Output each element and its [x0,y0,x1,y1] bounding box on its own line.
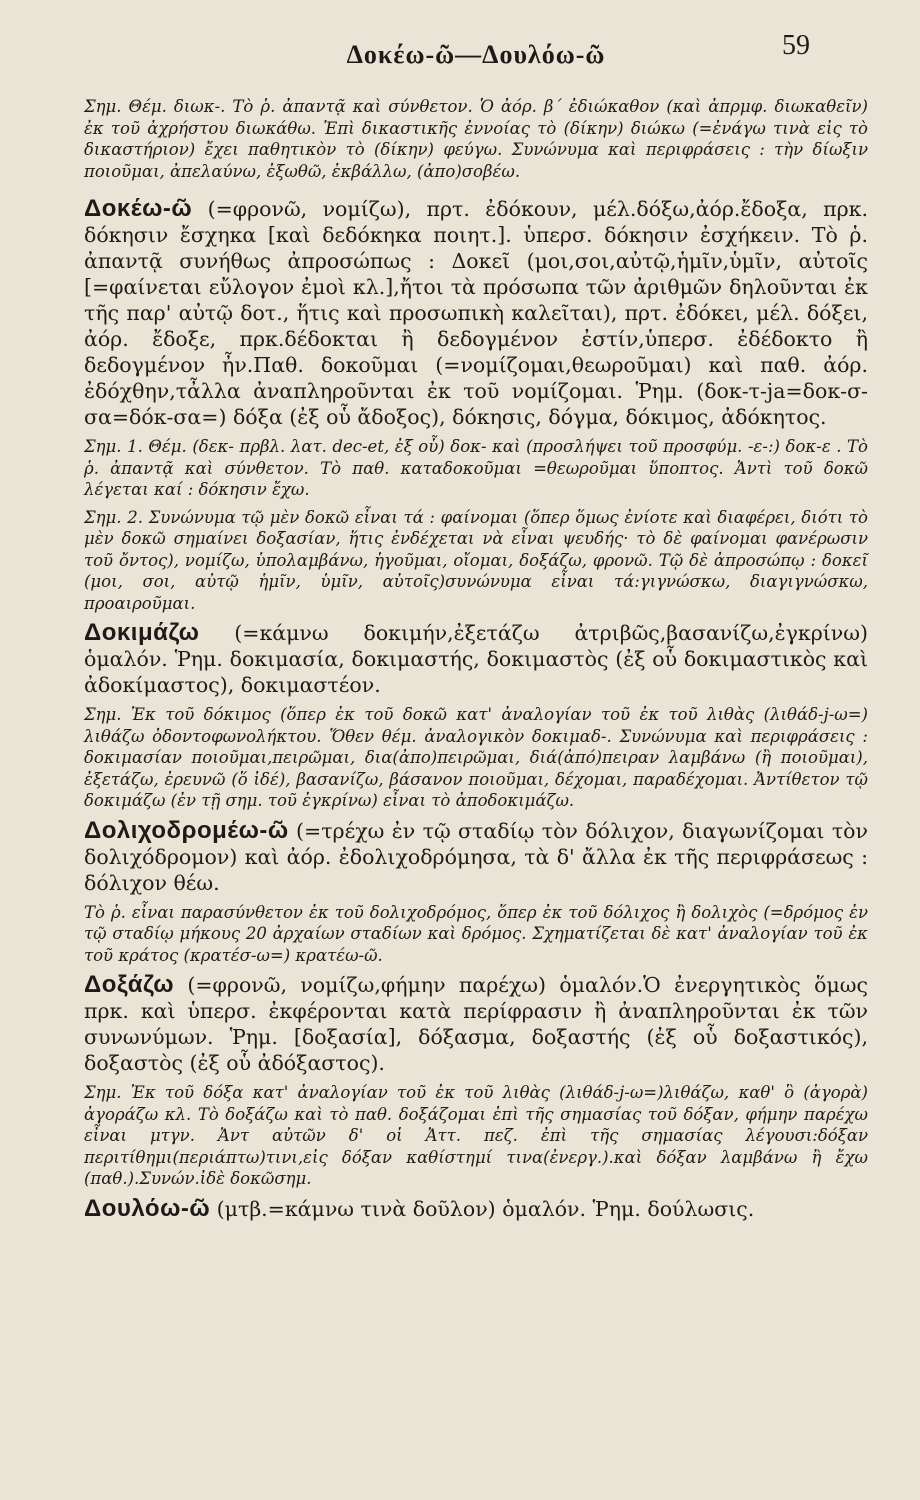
entry-body [84,196,868,430]
note: Σημ. Ἐκ τοῦ δόκιμος (ὅπερ ἐκ τοῦ δοκῶ κατ' ἀναλογίαν τοῦ ἐκ τοῦ λιθὰς (λιθάδ-j-ω=) λιθάζω ὀδοντοφωνολήκτου. Ὅθεν θέμ. ἀναλογικὸν δοκιμαδ-. Συνώνυμα καὶ περιφράσεις : δοκιμασίαν ποιοῦμαι,πειρῶμαι, δια(ἀπο)πειρῶμαι, διά(ἀπό)πειραν λαμβάνω (ἢ ποιοῦμαι), ἐξετάζω, ἐρευνῶ (ὅ ἰδέ), βασανίζω, βάσανον ποιοῦμαι, δέχομαι, παραδέχομαι. Ἀντίθετον τῷ δοκιμάζω (ἐν τῇ σημ. τοῦ ἐγκρίνω) εἶναι τὸ ἀποδοκιμάζω. [84,705,868,810]
headword: Δουλόω-ῶ [84,1194,211,1222]
entry-dokimazo [84,620,868,812]
headword: Δοκέω-ῶ [84,195,193,222]
entry-body [84,972,868,1076]
note: Τὸ ῥ. εἶναι παρασύνθετον ἐκ τοῦ δολιχοδρόμος, ὅπερ ἐκ τοῦ δόλιχος ἢ δολιχὸς (=δρόμος ἐν τῷ σταδίῳ μήκους 20 ἀρχαίων σταδίων καὶ δρόμος. Σχηματίζεται δὲ κατ' ἀναλογίαν τοῦ ἐκ τοῦ κράτος (κρατέσ-ω=) κρατέω-ῶ. [84,902,868,965]
entry-text: (=κάμνω δοκιμήν,ἐξετάζω ἀτριβῶς,βασανίζω,ἐγκρίνω) ὁμαλόν. Ῥημ. δοκιμασία, δοκιμαστής, δοκιμαστὸς (ἐξ οὗ δοκιμαστικὸς καὶ ἀδοκίμαστος), δοκιμαστέον. [84,621,868,697]
entry-body [84,818,868,896]
note-diwko: Σημ. Θέμ. διωκ-. Τὸ ῥ. ἀπαντᾷ καὶ σύνθετον. Ὁ ἀόρ. β΄ ἐδιώκαθον (καὶ ἀπρμφ. διωκαθεῖν) ἐκ τοῦ ἀχρήστου διωκάθω. Ἐπὶ δικαστικῆς ἐννοίας τὸ (δίκην) διώκω (=ἐνάγω τινὰ εἰς τὸ δικαστήριον) ἔχει παθητικὸν τὸ (δίκην) φεύγω. Συνώνυμα καὶ περιφράσεις : τὴν δίωξιν ποιοῦμαι, ἀπελαύνω, ἐξωθῶ, ἐκβάλλω, (ἀπο)σοβέω. [84,97,868,181]
note: Σημ. 1. Θέμ. (δεκ- πρβλ. λατ. dec-et, ἐξ οὗ) δοκ- καὶ (προσλήψει τοῦ προσφύμ. -ε-:) δοκ-ε . Τὸ ῥ. ἀπαντᾷ καὶ σύνθετον. Τὸ παθ. καταδοκοῦμαι =θεωροῦμαι ὕποπτος. Ἀντὶ τοῦ δοκῶ λέγεται καί : δόκησιν ἔχω. [84,437,868,499]
entry-doxazo [84,972,868,1190]
entry-text: (μτβ.=κάμνω τινὰ δοῦλον) ὁμαλόν. Ῥημ. δούλωσις. [210,1196,755,1221]
entry-douloo [84,1196,868,1222]
entry-body [84,620,868,698]
page-number: 59 [782,30,810,61]
entry-text: (=τρέχω ἐν τῷ σταδίῳ τὸν δόλιχον, διαγωνίζομαι τὸν δολιχόδρομον) καὶ ἀόρ. ἐδολιχοδρόμησα, τὰ δ' ἄλλα ἐκ τῆς περιφράσεως : δόλιχον θέω. [84,818,868,895]
entry-dolichodromeo [84,818,868,967]
entry-text: (=φρονῶ, νομίζω,φήμην παρέχω) ὁμαλόν.Ὁ ἐνεργητικὸς ὅμως πρκ. καὶ ὑπερσ. ἐκφέρονται κατὰ περίφρασιν ἢ ἀναπληροῦνται ἐκ τῶν συνωνύμων. Ῥημ. [δοξασία], δόξασμα, δοξαστής (ἐξ οὗ δοξαστικός), δοξαστὸς (ἐξ οὗ ἀδόξαστος). [84,973,868,1075]
headword: Δοξάζω [84,971,175,998]
note: Σημ. Ἐκ τοῦ δόξα κατ' ἀναλογίαν τοῦ ἐκ τοῦ λιθὰς (λιθάδ-j-ω=)λιθάζω, καθ' ὃ (ἀγορὰ) ἀγοράζω κλ. Τὸ δοξάζω καὶ τὸ παθ. δοξάζομαι ἐπὶ τῆς σημασίας τοῦ δόξαν, φήμην παρέχω εἶναι μτγν. Ἀντ αὐτῶν δ' οἱ Ἀττ. πεζ. ἐπὶ τῆς σημασίας λέγουσι:δόξαν περιτίθημι(περιάπτω)τινι,εἰς δόξαν καθίστημί τινα(ἐνεργ.).καὶ δόξαν λαμβάνω ἢ ἔχω (παθ.).Συνών.ἰδὲ δοκῶσημ. [84,1083,868,1188]
entry-body [84,1196,868,1222]
entry-text: (=φρονῶ, νομίζω), πρτ. ἐδόκουν, μέλ.δόξω,ἀόρ.ἔδοξα, πρκ. δόκησιν ἔσχηκα [καὶ δεδόκηκα ποιητ.]. ὑπερσ. δόκησιν ἐσχήκειν. Τὸ ῥ. ἀπαντᾷ συνήθως ἀπροσώπως : Δοκεῖ (μοι,σοι,αὐτῷ,ἡμῖν,ὑμῖν, αὐτοῖς [=φαίνεται εὔλογον ἐμοὶ κλ.],ἤτοι τὰ πρόσωπα τῶν ἀριθμῶν δηλοῦνται ἐκ τῆς παρ' αὐτῷ δοτ., ἥτις καὶ προσωπικὴ καλεῖται), πρτ. ἐδόκει, μέλ. δόξει, ἀόρ. ἔδοξε, πρκ.δέδοκται ἢ δεδογμένον ἐστίν,ὑπερσ. ἐδέδοκτο ἢ δεδογμένον ἦν.Παθ. δοκοῦμαι (=νομίζομαι,θεωροῦμαι) καὶ παθ. ἀόρ. ἐδόχθην,τἆλλα ἀναπληροῦνται ἐκ τοῦ νομίζομαι. Ῥημ. (δοκ-τ-ja=δοκ-σ-σα=δόκ-σα=) δόξα (ἐξ οὗ ἄδοξος), δόκησις, δόγμα, δόκιμος, ἀδόκητος. [84,197,868,429]
note: Σημ. 2. Συνώνυμα τῷ μὲν δοκῶ εἶναι τά : φαίνομαι (ὅπερ ὅμως ἐνίοτε καὶ διαφέρει, διότι τὸ μὲν δοκῶ σημαίνει δοξασίαν, ἥτις ἐνδέχεται νὰ εἶναι ψευδής· τὸ δὲ φαίνομαι φανέρωσιν τοῦ ὄντος), νομίζω, ὑπολαμβάνω, ἡγοῦμαι, οἴομαι, δοξάζω, φρονῶ. Τῷ δὲ ἀπροσώπῳ : δοκεῖ (μοι, σοι, αὐτῷ ἡμῖν, ὑμῖν, αὐτοῖς)συνώνυμα εἶναι τά:γιγνώσκω, διαγιγνώσκω, προαιροῦμαι. [84,507,868,613]
spacer [84,188,868,196]
headword: Δολιχοδρομέω-ῶ [84,816,289,844]
headword: Δοκιμάζω [84,619,200,646]
running-head: Δοκέω-ῶ—Δουλόω-ῶ [346,40,606,69]
entry-dokeo [84,196,868,614]
